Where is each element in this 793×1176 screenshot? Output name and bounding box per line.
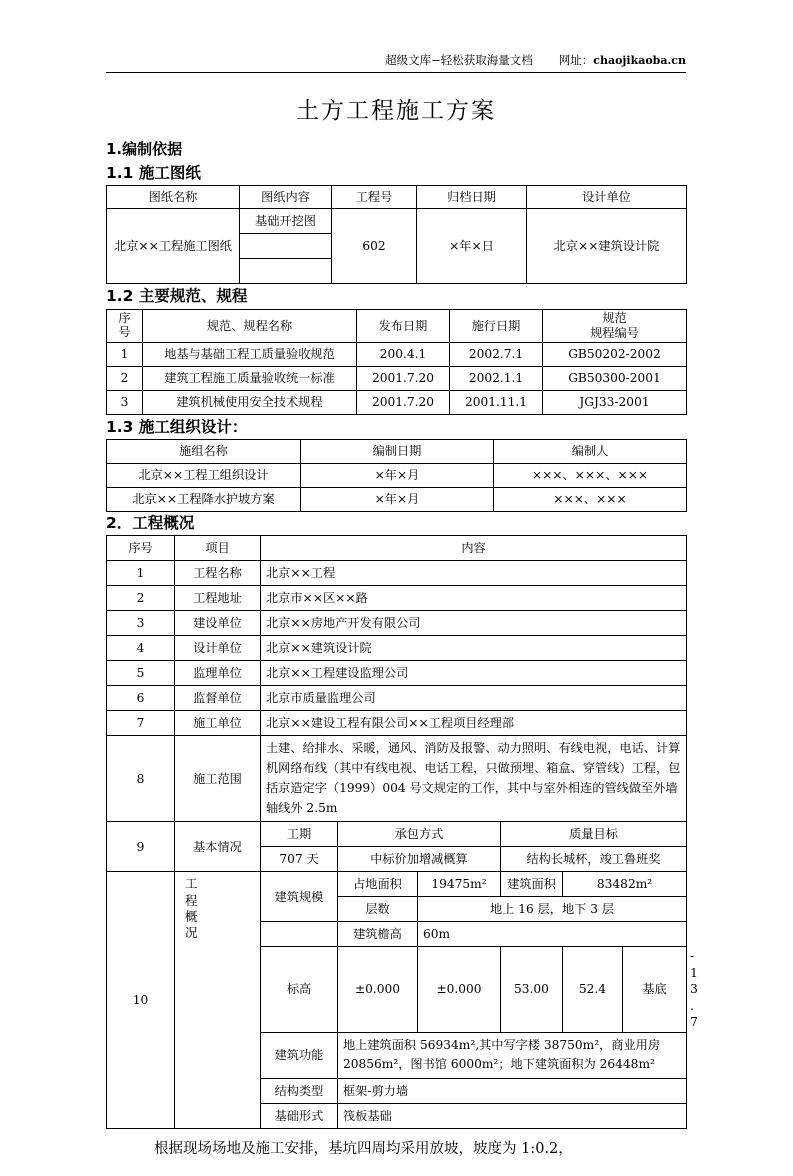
table-row xyxy=(107,686,687,711)
cell-overview-seq: 3 xyxy=(107,611,175,636)
cell-overview-item: 设计单位 xyxy=(175,636,261,661)
cell-overview-content: 北京××房地产开发有限公司 xyxy=(261,611,687,636)
label-floors: 层数 xyxy=(338,897,418,922)
label-quality-target: 质量目标 xyxy=(501,822,687,847)
value-elevation-2: ±0.000 xyxy=(418,947,501,1032)
cell-overview-content: 北京××工程 xyxy=(261,561,687,586)
cell-overview-content: 北京市××区××路 xyxy=(261,586,687,611)
cell-overview-content: 北京××建设工程有限公司××工程项目经理部 xyxy=(261,711,687,736)
cell-scope-text: 土建、给排水、采暖，通风、消防及报警、动力照明、有线电视，电话、计算机网络布线（其中有线电视、电话工程，只做预埋、箱盒、穿管线）工程，包括京造定字（1999）004 号文规定的工作，其中与室外相连的管线做至外墙轴线外 2.5m xyxy=(261,736,687,822)
col-header-seq-line2: 号 xyxy=(118,324,131,339)
value-elevation-5 xyxy=(623,947,687,1032)
cell-drawing-content-1: 基础开挖图 xyxy=(240,209,332,234)
cell-seq: 1 xyxy=(107,343,143,367)
value-elevation-1: ±0.000 xyxy=(338,947,418,1032)
cell-overview-seq: 2 xyxy=(107,586,175,611)
table-row xyxy=(107,711,687,736)
label-foundation-type: 基础形式 xyxy=(261,1104,338,1129)
value-site-area: 19475m² xyxy=(418,872,501,897)
value-structure-type: 框架-剪力墙 xyxy=(338,1079,687,1104)
cell-standard-code: JGJ33-2001 xyxy=(543,391,687,415)
cell-overview-item: 建设单位 xyxy=(175,611,261,636)
col-header-effective-date: 施行日期 xyxy=(450,309,543,343)
heading-1-3: 1.3 施工组织设计： xyxy=(106,418,248,437)
col-header-standard-name: 规范、规程名称 xyxy=(143,309,357,343)
cell-standard-name: 地基与基础工程工质量验收规范 xyxy=(143,343,357,367)
profile-item-char-2: 程 xyxy=(185,892,198,908)
value-quality-target: 结构长城杯，竣工鲁班奖 xyxy=(501,847,687,872)
table-row xyxy=(107,440,687,464)
cell-effective-date: 2002.1.1 xyxy=(450,367,543,391)
cell-overview-seq: 5 xyxy=(107,661,175,686)
value-building-function xyxy=(338,1032,687,1079)
cell-overview-content: 北京××工程建设监理公司 xyxy=(261,661,687,686)
cell-seq: 3 xyxy=(107,391,143,415)
cell-effective-date: 2001.11.1 xyxy=(450,391,543,415)
table-row-profile-elevation: 标高 ±0.000 ±0.000 53.00 52.4 基底 -13.7 xyxy=(107,947,687,1032)
col-header-design-name: 施组名称 xyxy=(107,440,301,464)
cell-design-author: ×××、×××、××× xyxy=(494,464,687,488)
col-header-archive-date: 归档日期 xyxy=(417,186,527,209)
table-row-basic-labels xyxy=(107,822,687,847)
cell-overview-content: 北京××建筑设计院 xyxy=(261,636,687,661)
header-brand-text: 超级文库−轻松获取海量文档 xyxy=(385,53,533,67)
cell-project-no: 602 xyxy=(332,209,417,284)
cell-issue-date: 2001.7.20 xyxy=(357,367,450,391)
table-row xyxy=(107,561,687,586)
header-url-label: 网址： xyxy=(558,53,594,67)
building-function-line2: 20856m²，图书馆 6000m²；地下建筑面积为 26448m² xyxy=(343,1057,655,1072)
project-overview-table xyxy=(106,535,698,1129)
cell-design-unit: 北京××建筑设计院 xyxy=(527,209,687,284)
table-row xyxy=(107,661,687,686)
cell-standard-code: GB50202-2002 xyxy=(543,343,687,367)
cell-design-name: 北京××工程工组织设计 xyxy=(107,464,301,488)
table-row xyxy=(107,536,687,561)
cell-overview-item: 工程名称 xyxy=(175,561,261,586)
cell-design-author: ×××、××× xyxy=(494,488,687,512)
col-header-overview-seq: 序号 xyxy=(107,536,175,561)
cell-overview-seq: 4 xyxy=(107,636,175,661)
table-row xyxy=(107,636,687,661)
value-contract-mode: 中标价加增减概算 xyxy=(338,847,501,872)
standards-table xyxy=(106,309,687,416)
label-floor-area: 建筑面积 xyxy=(501,872,563,897)
cell-basic-item: 基本情况 xyxy=(175,822,261,872)
running-header xyxy=(106,52,686,73)
label-building-scale: 建筑规模 xyxy=(261,872,338,922)
cell-overview-seq: 6 xyxy=(107,686,175,711)
document-body xyxy=(106,92,698,1176)
value-duration: 707 天 xyxy=(261,847,338,872)
label-duration: 工期 xyxy=(261,822,338,847)
heading-1: 1.编制依据 xyxy=(106,140,183,158)
cell-drawing-name: 北京××工程施工图纸 xyxy=(107,209,240,284)
cell-drawing-content-3 xyxy=(240,259,332,284)
cell-issue-date: 200.4.1 xyxy=(357,343,450,367)
value-eave-height: 60m xyxy=(418,922,687,947)
table-row xyxy=(107,586,687,611)
col-header-seq-line1: 序 xyxy=(118,311,131,326)
col-header-drawing-content: 图纸内容 xyxy=(240,186,332,209)
col-header-code-line1: 规范 xyxy=(602,310,627,325)
cell-overview-item: 监理单位 xyxy=(175,661,261,686)
col-header-overview-item: 项目 xyxy=(175,536,261,561)
profile-item-char-4: 况 xyxy=(185,925,198,941)
table-row xyxy=(107,186,687,209)
label-contract-mode: 承包方式 xyxy=(338,822,501,847)
col-header-seq xyxy=(107,309,143,343)
table-row-scope xyxy=(107,736,687,822)
profile-item-char-3: 概 xyxy=(185,908,198,924)
col-header-project-no: 工程号 xyxy=(332,186,417,209)
col-header-code-line2: 规程编号 xyxy=(590,325,639,340)
cell-issue-date: 2001.7.20 xyxy=(357,391,450,415)
label-structure-type: 结构类型 xyxy=(261,1079,338,1104)
cell-archive-date: ×年×日 xyxy=(417,209,527,284)
cell-standard-name: 建筑工程施工质量验收统一标准 xyxy=(143,367,357,391)
value-foundation-type: 筏板基础 xyxy=(338,1104,687,1129)
label-elevation: 标高 xyxy=(261,947,338,1032)
cell-design-date: ×年×月 xyxy=(301,464,494,488)
cell-overview-content: 北京市质量监理公司 xyxy=(261,686,687,711)
col-header-overview-content: 内容 xyxy=(261,536,687,561)
cell-drawing-content-2 xyxy=(240,234,332,259)
col-header-design-unit: 设计单位 xyxy=(527,186,687,209)
building-function-line1: 地上建筑面积 56934m²,其中写字楼 38750m²，商业用房 xyxy=(343,1037,661,1052)
cell-basic-seq: 9 xyxy=(107,822,175,872)
col-header-design-date: 编制日期 xyxy=(301,440,494,464)
cell-profile-blank xyxy=(261,922,338,947)
drawings-table xyxy=(106,185,687,284)
table-row xyxy=(107,464,687,488)
table-row-profile-site-area xyxy=(107,872,687,897)
value-floors: 地上 16 层，地下 3 层 xyxy=(418,897,687,922)
value-floor-area: 83482m² xyxy=(563,872,687,897)
value-elevation-4: 52.4 xyxy=(563,947,623,1032)
cell-effective-date: 2002.7.1 xyxy=(450,343,543,367)
cell-overview-item: 工程地址 xyxy=(175,586,261,611)
cell-overview-item: 施工单位 xyxy=(175,711,261,736)
label-site-area: 占地面积 xyxy=(338,872,418,897)
heading-1-1: 1.1 施工图纸 xyxy=(106,164,201,183)
cell-design-name: 北京××工程降水护坡方案 xyxy=(107,488,301,512)
table-row xyxy=(107,391,687,415)
col-header-standard-code xyxy=(543,309,687,343)
cell-standard-code: GB50300-2001 xyxy=(543,367,687,391)
label-base: 基底 xyxy=(642,982,667,997)
cell-profile-seq: 10 xyxy=(107,872,175,1129)
table-row xyxy=(107,611,687,636)
label-eave-height: 建筑檐高 xyxy=(338,922,418,947)
cell-overview-seq: 7 xyxy=(107,711,175,736)
label-building-function: 建筑功能 xyxy=(261,1032,338,1079)
cell-scope-item: 施工范围 xyxy=(175,736,261,822)
cell-overview-item: 监督单位 xyxy=(175,686,261,711)
table-row xyxy=(107,367,687,391)
cell-design-date: ×年×月 xyxy=(301,488,494,512)
header-url-value: chaojikaoba.cn xyxy=(593,54,686,67)
heading-1-2: 1.2 主要规范、规程 xyxy=(106,287,248,306)
table-row xyxy=(107,209,687,234)
cell-profile-item-vertical xyxy=(175,872,261,1129)
col-header-issue-date: 发布日期 xyxy=(357,309,450,343)
closing-paragraph: 根据现场场地及施工安排，基坑四周均采用放坡，坡度为 1:0.2， xyxy=(154,1141,573,1158)
profile-item-char-1: 工 xyxy=(185,876,198,892)
col-header-design-author: 编制人 xyxy=(494,440,687,464)
page-title: 土方工程施工方案 xyxy=(296,98,496,124)
table-row xyxy=(107,309,687,343)
cell-standard-name: 建筑机械使用安全技术规程 xyxy=(143,391,357,415)
cell-scope-seq: 8 xyxy=(107,736,175,822)
value-elevation-3: 53.00 xyxy=(501,947,563,1032)
col-header-drawing-name: 图纸名称 xyxy=(107,186,240,209)
table-row xyxy=(107,488,687,512)
cell-seq: 2 xyxy=(107,367,143,391)
cell-overview-seq: 1 xyxy=(107,561,175,586)
table-row xyxy=(107,343,687,367)
construction-design-table xyxy=(106,439,687,512)
heading-2: 2．工程概况 xyxy=(106,514,195,533)
